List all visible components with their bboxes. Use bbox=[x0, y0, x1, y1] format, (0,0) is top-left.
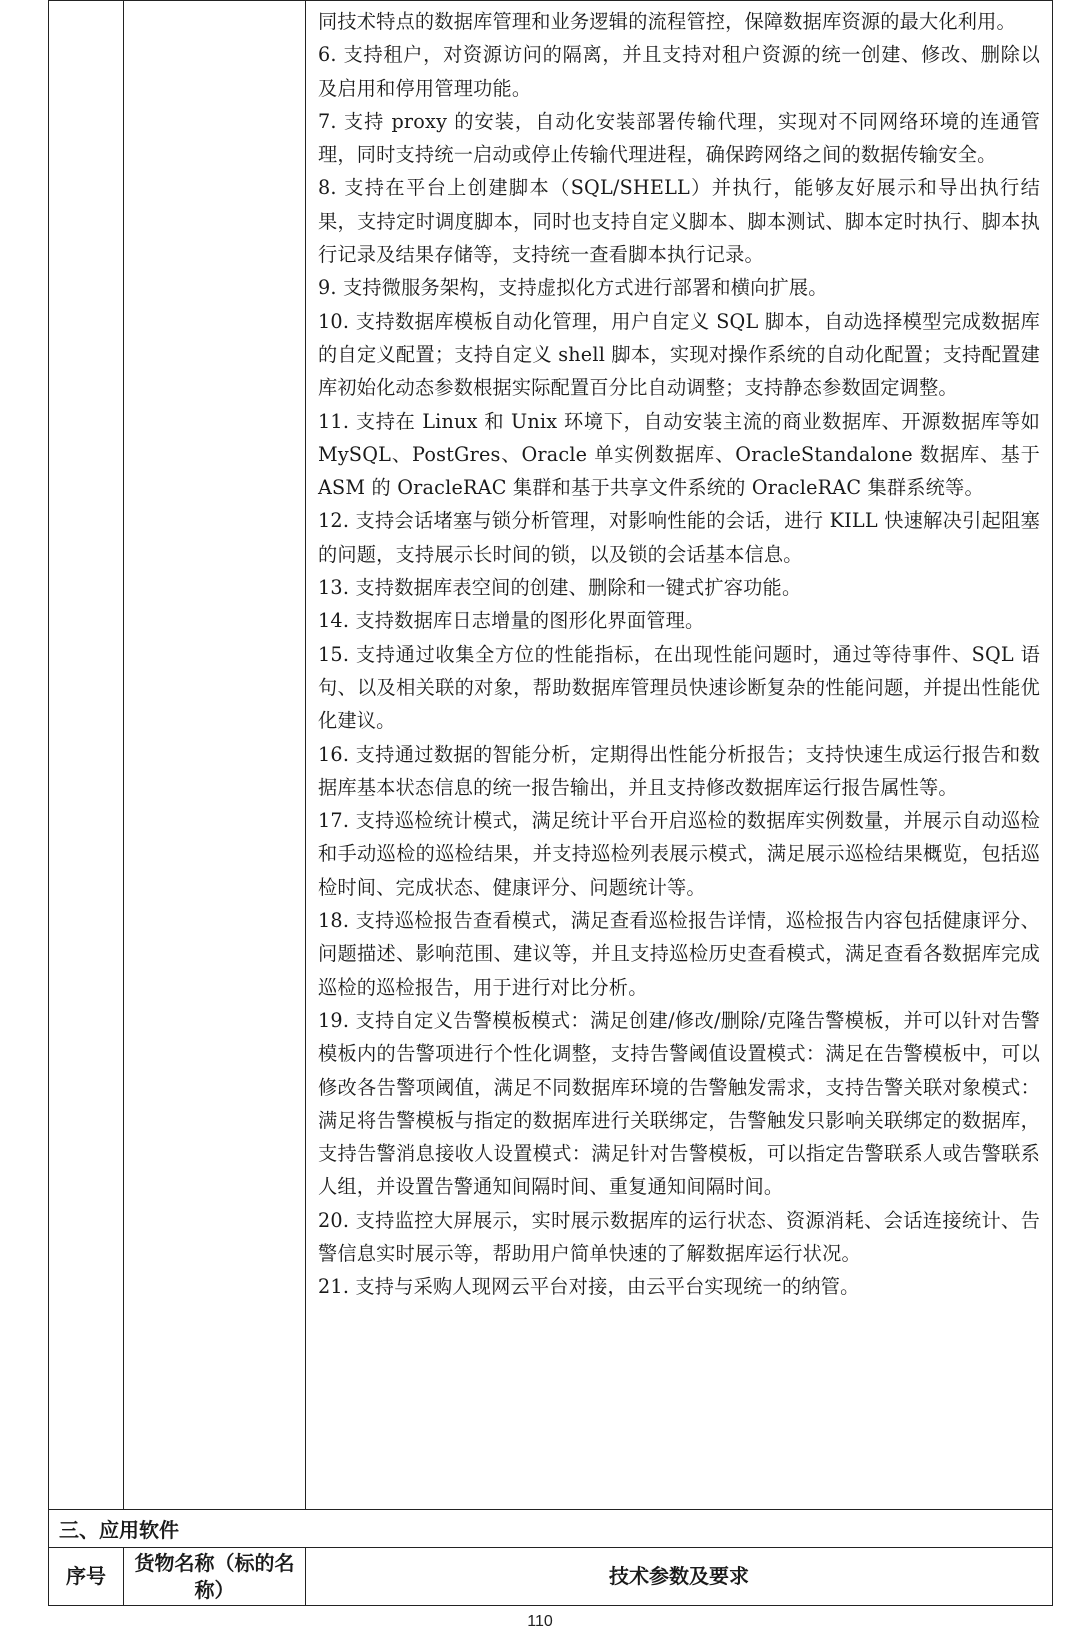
requirement-item: 8. 支持在平台上创建脚本（SQL/SHELL）并执行，能够友好展示和导出执行结果，支持定时调度脚本，同时也支持自定义脚本、脚本测试、脚本定时执行、脚本执行记录及结果存储等，支持统一查看脚本执行记录。 bbox=[318, 176, 1040, 267]
requirement-item: 20. 支持监控大屏展示，实时展示数据库的运行状态、资源消耗、会话连接统计、告警信息实时展示等，帮助用户简单快速的了解数据库运行状况。 bbox=[318, 1208, 1040, 1265]
requirement-item: 7. 支持 proxy 的安装，自动化安装部署传输代理，实现对不同网络环境的连通管理，同时支持统一启动或停止传输代理进程，确保跨网络之间的数据传输安全。 bbox=[318, 109, 1040, 167]
requirement-item: 15. 支持通过收集全方位的性能指标，在出现性能问题时，通过等待事件、SQL 语句、以及相关联的对象，帮助数据库管理员快速诊断复杂的性能问题，并提出性能优化建议。 bbox=[318, 642, 1040, 733]
header-item-name: 货物名称（标的名称） bbox=[124, 1548, 306, 1606]
requirement-item: 18. 支持巡检报告查看模式，满足查看巡检报告详情，巡检报告内容包括健康评分、问题描述、影响范围、建议等，并且支持巡检历史查看模式，满足查看各数据库完成巡检的巡检报告，用于进行对比分析。 bbox=[318, 909, 1040, 999]
requirement-item: 17. 支持巡检统计模式，满足统计平台开启巡检的数据库实例数量，并展示自动巡检和手动巡检的巡检结果，并支持巡检列表展示模式，满足展示巡检结果概览，包括巡检时间、完成状态、健康评分、问题统计等。 bbox=[318, 809, 1040, 899]
requirement-item: 9. 支持微服务架构，支持虚拟化方式进行部署和横向扩展。 bbox=[318, 276, 828, 300]
index-cell bbox=[49, 1, 124, 1510]
page-number: 110 bbox=[527, 1613, 553, 1630]
header-index: 序号 bbox=[49, 1548, 124, 1606]
requirement-item: 21. 支持与采购人现网云平台对接，由云平台实现统一的纳管。 bbox=[318, 1275, 860, 1299]
table-header-row bbox=[49, 1548, 1053, 1606]
section-title: 三、应用软件 bbox=[49, 1510, 1053, 1548]
requirement-item: 同技术特点的数据库管理和业务逻辑的流程管控，保障数据库资源的最大化利用。 bbox=[318, 10, 1016, 33]
requirements-cell bbox=[306, 1, 1053, 1510]
requirement-item: 16. 支持通过数据的智能分析，定期得出性能分析报告；支持快速生成运行报告和数据库基本状态信息的统一报告输出，并且支持修改数据库运行报告属性等。 bbox=[318, 742, 1040, 799]
requirement-item: 6. 支持租户，对资源访问的隔离，并且支持对租户资源的统一创建、修改、删除以及启用和停用管理功能。 bbox=[318, 43, 1040, 100]
section-row bbox=[49, 1510, 1053, 1548]
requirement-item: 19. 支持自定义告警模板模式：满足创建/修改/删除/克隆告警模板，并可以针对告警模板内的告警项进行个性化调整，支持告警阈值设置模式：满足在告警模板中，可以修改各告警项阈值，满足不同数据库环境的告警触发需求，支持告警关联对象模式：满足将告警模板与指定的数据库进行关联绑定，告警触发只影响关联绑定的数据库，支持告警消息接收人设置模式：满足针对告警模板，可以指定告警联系人或告警联系人组，并设置告警通知间隔时间、重复通知间隔时间。 bbox=[318, 1008, 1040, 1199]
requirement-item: 10. 支持数据库模板自动化管理，用户自定义 SQL 脚本，自动选择模型完成数据库的自定义配置；支持自定义 shell 脚本，实现对操作系统的自动化配置；支持配置建库初始化动态参数根据实际配置百分比自动调整；支持静态参数固定调整。 bbox=[318, 309, 1040, 400]
spec-table bbox=[48, 0, 1053, 1606]
requirement-item: 13. 支持数据库表空间的创建、删除和一键式扩容功能。 bbox=[318, 576, 802, 600]
requirement-item: 12. 支持会话堵塞与锁分析管理，对影响性能的会话，进行 KILL 快速解决引起阻塞的问题，支持展示长时间的锁，以及锁的会话基本信息。 bbox=[318, 509, 1040, 566]
requirement-item: 11. 支持在 Linux 和 Unix 环境下，自动安装主流的商业数据库、开源数据库等如 MySQL、PostGres、Oracle 单实例数据库、OracleStandalone 数据库、基于 ASM 的 OracleRAC 集群和基于共享文件系统的 OracleRAC 集群系统等。 bbox=[318, 409, 1040, 500]
item-name-cell bbox=[124, 1, 306, 1510]
requirement-item: 14. 支持数据库日志增量的图形化界面管理。 bbox=[318, 609, 705, 633]
continued-row bbox=[49, 1, 1053, 1510]
header-requirements: 技术参数及要求 bbox=[306, 1548, 1053, 1606]
